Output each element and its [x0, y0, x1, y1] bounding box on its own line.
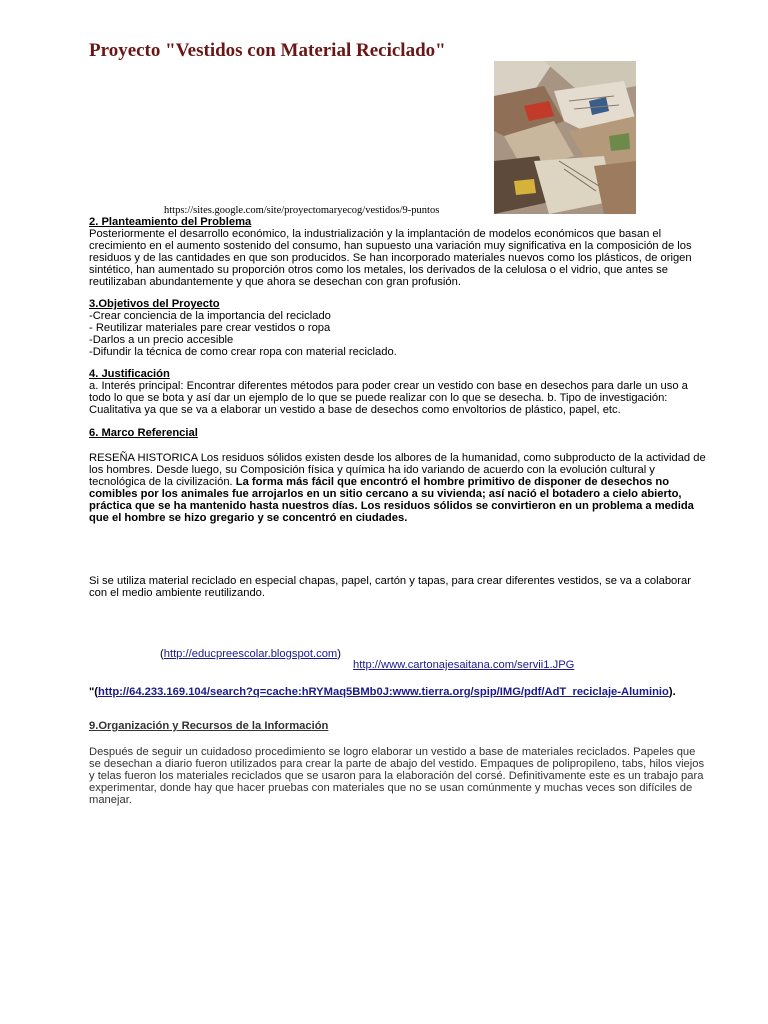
section-body: a. Interés principal: Encontrar diferentes métodos para poder crear un vestido con base en desechos para darle un uso a todo lo que se bota y así dar un ejemplo de lo que se puede realizar con lo que se desecha. b. Tipo de investigación: Cualitativa ya que se va a elaborar un vestido a base de desechos como envoltorios de plástico, papel, etc. — [89, 380, 688, 416]
cache-link[interactable]: http://64.233.169.104/search?q=cache:hRYMaq5BMb0J:www.tierra.org/spip/IMG/pdf/AdT_reciclaje-Aluminio — [98, 686, 669, 698]
section-heading: 3.Objetivos del Proyecto — [89, 298, 220, 310]
section-marco-referencial — [89, 427, 709, 439]
resena-historica-bold-text: La forma más fácil que encontró el hombre primitivo de disponer de desechos no comibles por los animales fue arrojarlos en un sitio cercano a su vivienda; así nació el botadero a cielo abierto, práctica que se ha mantenido hasta nuestros días. Los residuos sólidos se convirtieron en un problema a medida que el hombre se hizo gregario y se concentró en ciudades. — [89, 476, 694, 524]
section-heading: 9.Organización y Recursos de la Información — [89, 720, 329, 732]
carton-link[interactable]: http://www.cartonajesaitana.com/servii1.JPG — [353, 659, 575, 671]
objective-item: -Difundir la técnica de como crear ropa con material reciclado. — [89, 346, 397, 358]
objective-item: - Reutilizar materiales pare crear vestidos o ropa — [89, 322, 331, 334]
section-heading: 4. Justificación — [89, 368, 170, 380]
section-justificacion — [89, 368, 709, 416]
reciclado-paragraph: Si se utiliza material reciclado en especial chapas, papel, cartón y tapas, para crear diferentes vestidos, se va a colaborar con el medio ambiente reutilizando. — [89, 575, 691, 599]
cache-reference: "(http://64.233.169.104/search?q=cache:hRYMaq5BMb0J:www.tierra.org/spip/IMG/pdf/AdT_reciclaje-Aluminio). — [89, 686, 676, 698]
document-title: Proyecto "Vestidos con Material Reciclado" — [89, 40, 446, 61]
section-objetivos — [89, 298, 709, 358]
carton-reference — [353, 659, 574, 671]
section-heading: 6. Marco Referencial — [89, 427, 198, 439]
image-source-url: https://sites.google.com/site/proyectomaryecog/vestidos/9-puntos — [164, 205, 440, 216]
blog-reference: (http://educpreescolar.blogspot.com) — [160, 648, 341, 660]
marco-referencial-body — [89, 452, 709, 524]
objective-item: -Crear conciencia de la importancia del reciclado — [89, 310, 331, 322]
section-organizacion — [89, 720, 709, 732]
section-heading: 2. Planteamiento del Problema — [89, 216, 252, 228]
blog-link[interactable]: http://educpreescolar.blogspot.com — [163, 648, 338, 660]
section-planteamiento — [89, 216, 709, 288]
section-body: Posteriormente el desarrollo económico, la industrialización y la implantación de modelos económicos que basan el crecimiento en el aumento sostenido del consumo, han supuesto una variación muy significativa en la composición de los residuos y de las cantidades en que son producidos. Se han incorporado materiales nuevos como los plásticos, de origen sintético, han aumentado su proporción otros como los metales, los derivados de la celulosa o el vidrio, que antes se reutilizaban abundantemente y que ahora se desechan con gran profusión. — [89, 228, 692, 288]
organizacion-body: Después de seguir un cuidadoso procedimiento se logro elaborar un vestido a base de materiales reciclados. Papeles que se desechan a diario fueron utilizados para crear la parte de abajo del vestido. Empaques de polipropileno, tabs, hilos viejos y telas fueron los materiales reciclados que se usaron para la elaboración del corsé. Definitivamente este es un trabajo para experimentar, donde hay que hacer pruebas con materiales que no se usan comúnmente y muchas veces son difíciles de manejar. — [89, 746, 705, 806]
objective-item: -Darlos a un precio accesible — [89, 334, 234, 346]
recycled-paper-photo — [494, 61, 636, 214]
resena-historica-text: RESEÑA HISTORICA Los residuos sólidos existen desde los albores de la humanidad, como subproducto de la actividad de los hombres. Desde luego, su Composición física y química ha ido variando de acuerdo con la evolución cultural y tecnológica de la civilización. — [89, 452, 706, 488]
